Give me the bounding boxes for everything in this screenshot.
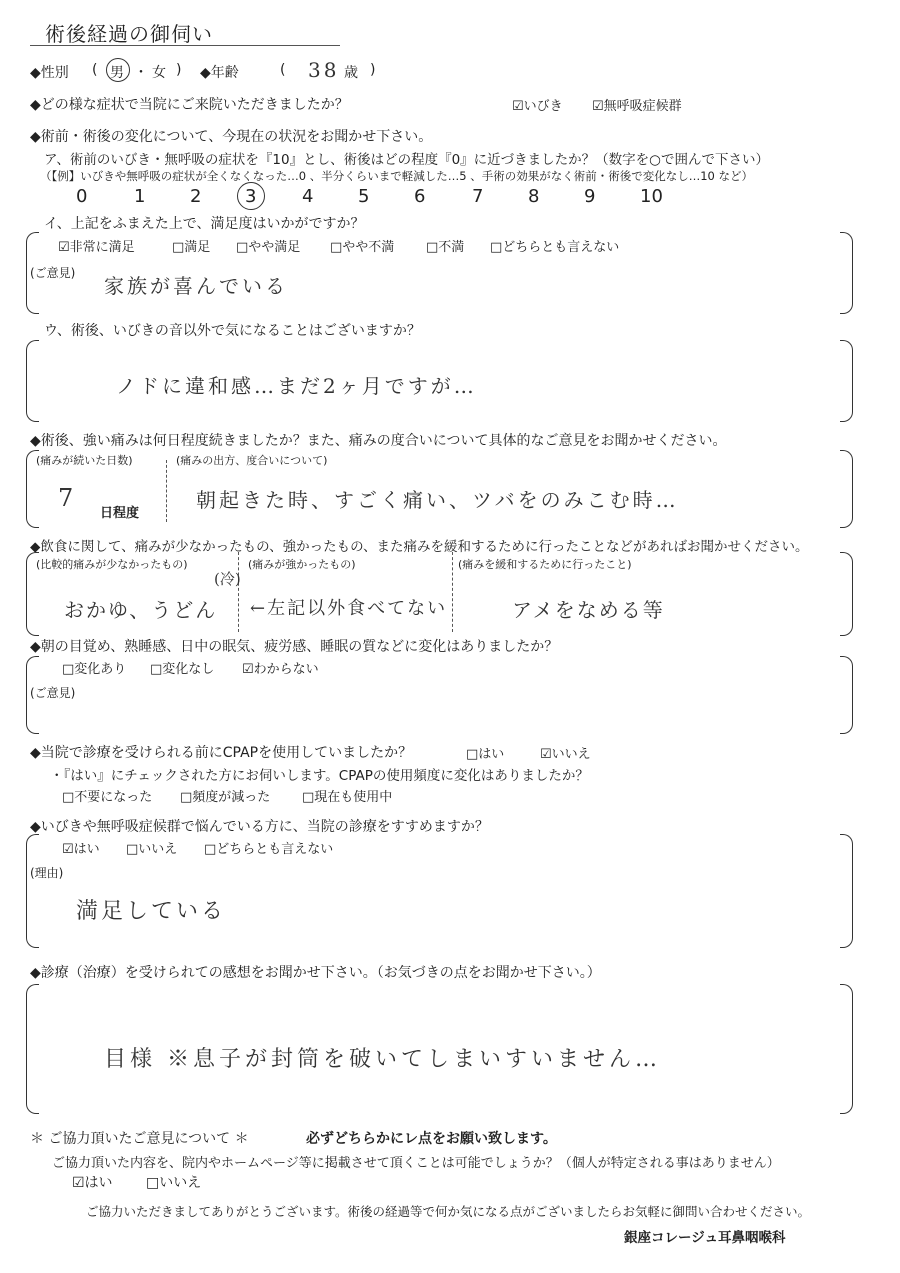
satisfaction-bracket-right xyxy=(840,232,853,314)
gender-separator: ・ xyxy=(134,65,148,81)
impression-bracket-right xyxy=(840,984,853,1114)
scale-6[interactable]: 6 xyxy=(414,186,426,207)
change-subquestion: ア、術前のいびき・無呼吸の症状を『10』とし、術後はどの程度『0』に近づきましたか？（数字を○で囲んで下さい） xyxy=(44,152,769,168)
page-title: 術後経過の御伺い xyxy=(45,22,213,46)
recommend-reason-label: (理由) xyxy=(30,866,64,880)
pain-detail-comment[interactable]: 朝起きた時、すごく痛い、ツバをのみこむ時… xyxy=(196,488,679,512)
satisfaction-opinion-label: (ご意見) xyxy=(30,266,76,280)
morning-unknown-checkbox[interactable]: ☑わからない xyxy=(242,662,319,677)
recommend-question: ◆いびきや無呼吸症候群で悩んでいる方に、当院の診療をすすめますか？ xyxy=(30,819,489,835)
cpap-yes-checkbox[interactable]: □はい xyxy=(466,747,505,762)
food-less-note[interactable]: (冷) xyxy=(214,570,241,588)
food-divider-1 xyxy=(238,552,239,632)
impression-comment[interactable]: 目様 ※息子が封筒を破いてしまいすいません… xyxy=(104,1047,661,1072)
scale-7[interactable]: 7 xyxy=(472,186,484,207)
footer-heading-emphasis: 必ずどちらかにレ点をお願い致します。 xyxy=(306,1131,557,1147)
pain-days-label: (痛みが続いた日数) xyxy=(36,454,133,467)
scale-5[interactable]: 5 xyxy=(358,186,370,207)
pain-bracket-right xyxy=(840,450,853,528)
food-relief-label: (痛みを緩和するために行ったこと) xyxy=(458,558,632,571)
symptom-apnea-checkbox[interactable]: ☑無呼吸症候群 xyxy=(592,99,682,114)
recommend-yes-checkbox[interactable]: ☑はい xyxy=(62,842,100,857)
satisfaction-neither[interactable]: □どちらとも言えない xyxy=(490,240,620,255)
change-example: （【例】いびきや無呼吸の症状が全くなくなった…0 、半分くらいまで軽減した…5 、手術の効果がなく術前・術後で変化なし…10 など） xyxy=(40,169,753,183)
satisfaction-dissatisfied[interactable]: □不満 xyxy=(426,240,465,255)
pain-divider xyxy=(166,460,167,522)
satisfaction-very-satisfied[interactable]: ☑非常に満足 xyxy=(58,240,135,255)
morning-changed-checkbox[interactable]: □変化あり xyxy=(62,662,127,677)
food-divider-2 xyxy=(452,552,453,632)
footer-no-checkbox[interactable]: □いいえ xyxy=(146,1175,202,1191)
scale-0[interactable]: 0 xyxy=(76,186,88,207)
cpap-no-checkbox[interactable]: ☑いいえ xyxy=(540,747,591,762)
satisfaction-comment[interactable]: 家族が喜んでいる xyxy=(104,274,288,298)
morning-bracket-right xyxy=(840,656,853,734)
age-open-paren: ( xyxy=(280,62,286,78)
footer-yes-checkbox[interactable]: ☑はい xyxy=(72,1175,113,1191)
pain-detail-label: (痛みの出方、度合いについて) xyxy=(176,454,328,467)
symptom-snoring-checkbox[interactable]: ☑いびき xyxy=(512,99,563,114)
pain-question: ◆術後、強い痛みは何日程度続きましたか？また、痛みの度合いについて具体的なご意見をお聞かせください。 xyxy=(30,433,727,449)
title-underline xyxy=(30,45,340,46)
recommend-bracket-right xyxy=(840,834,853,948)
food-bracket-right xyxy=(840,552,853,636)
gender-male-option[interactable]: 男 xyxy=(110,65,124,81)
scale-10[interactable]: 10 xyxy=(640,186,663,207)
gender-female-option[interactable]: 女 xyxy=(152,65,166,81)
other-concern-question: ウ、術後、いびきの音以外で気になることはございますか？ xyxy=(44,323,421,339)
cpap-freq-reduced[interactable]: □頻度が減った xyxy=(180,790,271,805)
satisfaction-somewhat-satisfied[interactable]: □やや満足 xyxy=(236,240,301,255)
scale-2[interactable]: 2 xyxy=(190,186,202,207)
satisfaction-question: イ、上記をふまえた上で、満足度はいかがですか？ xyxy=(44,216,365,232)
satisfaction-satisfied[interactable]: □満足 xyxy=(172,240,211,255)
morning-unchanged-checkbox[interactable]: □変化なし xyxy=(150,662,215,677)
age-label: ◆年齢 xyxy=(200,65,239,81)
food-strong-label: (痛みが強かったもの) xyxy=(248,558,356,571)
impression-bracket-left xyxy=(26,984,39,1114)
symptom-question: ◆どの様な症状で当院にご来院いただきましたか？ xyxy=(30,97,349,113)
morning-opinion-label: (ご意見) xyxy=(30,686,76,700)
other-concern-comment[interactable]: ノドに違和感…まだ2ヶ月ですが… xyxy=(116,374,477,398)
food-less-value[interactable]: おかゆ、うどん xyxy=(64,598,218,622)
other-bracket-left xyxy=(26,340,39,422)
recommend-reason-comment[interactable]: 満足している xyxy=(76,899,227,924)
recommend-bracket-left xyxy=(26,834,39,948)
gender-label: ◆性別 xyxy=(30,65,69,81)
footer-question: ご協力頂いた内容を、院内やホームページ等に掲載させて頂くことは可能でしょうか？（個人が特定される事はありません） xyxy=(52,1156,780,1171)
cpap-question: ◆当院で診療を受けられる前にCPAPを使用していましたか？ xyxy=(30,745,413,761)
impression-question: ◆診療（治療）を受けられての感想をお聞かせ下さい。（お気づきの点をお聞かせ下さい。） xyxy=(30,965,601,981)
food-strong-value[interactable]: ←左記以外食べてない xyxy=(250,598,448,619)
footer-heading: ＊ ご協力頂いたご意見について ＊ xyxy=(30,1131,249,1147)
age-close-paren: ) xyxy=(370,62,376,78)
cpap-freq-still-using[interactable]: □現在も使用中 xyxy=(302,790,393,805)
morning-question: ◆朝の目覚め、熟睡感、日中の眠気、疲労感、睡眠の質などに変化はありましたか？ xyxy=(30,639,559,655)
clinic-name: 銀座コレージュ耳鼻咽喉科 xyxy=(624,1230,786,1246)
pain-days-unit: 日程度 xyxy=(100,506,140,521)
food-relief-value[interactable]: アメをなめる等 xyxy=(512,598,665,622)
scale-1[interactable]: 1 xyxy=(134,186,146,207)
scale-4[interactable]: 4 xyxy=(302,186,314,207)
recommend-no-checkbox[interactable]: □いいえ xyxy=(126,842,178,857)
cpap-frequency-question: ・『はい』にチェックされた方にお伺いします。CPAPの使用頻度に変化はありましたか？ xyxy=(50,768,589,784)
change-question: ◆術前・術後の変化について、今現在の状況をお聞かせ下さい。 xyxy=(30,129,433,145)
recommend-neither-checkbox[interactable]: □どちらとも言えない xyxy=(204,842,334,857)
age-unit: 歳 xyxy=(344,65,358,81)
pain-days-value[interactable]: 7 xyxy=(58,484,77,512)
scale-8[interactable]: 8 xyxy=(528,186,540,207)
satisfaction-somewhat-dissatisfied[interactable]: □やや不満 xyxy=(330,240,395,255)
age-value[interactable]: 38 xyxy=(308,58,340,82)
food-less-label: (比較的痛みが少なかったもの) xyxy=(36,558,188,571)
scale-9[interactable]: 9 xyxy=(584,186,596,207)
gender-close-paren: ) xyxy=(176,62,182,78)
cpap-freq-unneeded[interactable]: □不要になった xyxy=(62,790,153,805)
scale-3[interactable]: 3 xyxy=(245,186,257,207)
gender-open-paren: ( xyxy=(92,62,98,78)
food-question: ◆飲食に関して、痛みが少なかったもの、強かったもの、また痛みを緩和するために行ったことなどがあればお聞かせください。 xyxy=(30,539,809,555)
other-bracket-right xyxy=(840,340,853,422)
footer-thanks: ご協力いただきましてありがとうございます。術後の経過等で何か気になる点がございましたらお気軽に御問い合わせください。 xyxy=(86,1204,811,1219)
